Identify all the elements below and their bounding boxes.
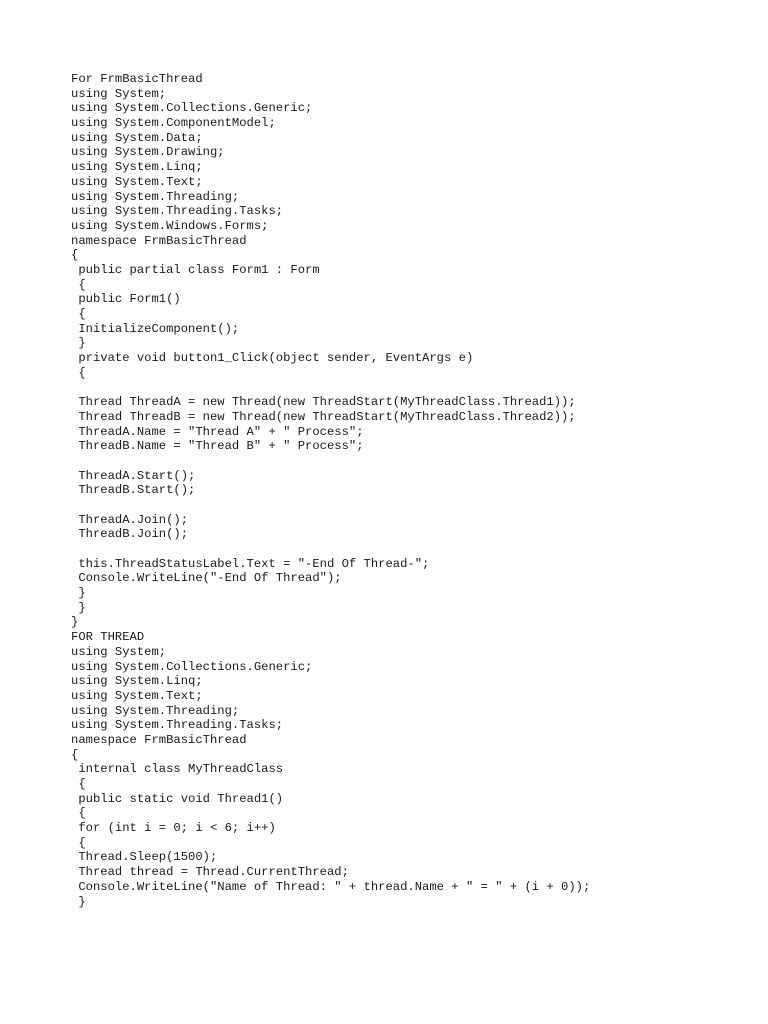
code-line: InitializeComponent();	[71, 321, 240, 336]
code-line: ThreadB.Name = "Thread B" + " Process";	[71, 439, 364, 454]
code-line: using System.Drawing;	[71, 145, 225, 160]
document-page	[71, 72, 751, 909]
code-line: using System.Text;	[71, 174, 203, 189]
code-line	[71, 542, 751, 557]
code-line: ThreadB.Join();	[71, 527, 189, 542]
code-line: Thread ThreadA = new Thread(new ThreadStart(MyThreadClass.Thread1));	[71, 395, 576, 410]
code-line: {	[71, 835, 86, 850]
code-line: for (int i = 0; i < 6; i++)	[71, 821, 276, 836]
code-line: ThreadA.Name = "Thread A" + " Process";	[71, 424, 364, 439]
code-line: ThreadA.Join();	[71, 512, 189, 527]
code-line: For FrmBasicThread	[71, 72, 203, 86]
code-line: {	[71, 806, 86, 821]
code-line	[71, 454, 751, 469]
code-line: }	[71, 586, 86, 601]
code-block	[71, 72, 751, 909]
code-line: {	[71, 777, 86, 791]
code-line: using System.Linq;	[71, 674, 203, 689]
code-line: ThreadA.Start();	[71, 468, 196, 483]
code-line: Thread.Sleep(1500);	[71, 850, 218, 865]
code-line: using System.Threading;	[71, 703, 240, 718]
code-line: {	[71, 307, 86, 321]
code-line: }	[71, 615, 79, 630]
code-line: using System.Text;	[71, 688, 203, 703]
code-line: }	[71, 336, 86, 351]
code-line: ThreadB.Start();	[71, 483, 196, 498]
code-line: Console.WriteLine("-End Of Thread");	[71, 571, 342, 586]
code-line: public static void Thread1()	[71, 791, 284, 806]
code-line: using System.Windows.Forms;	[71, 218, 269, 233]
code-line: }	[71, 894, 86, 909]
code-line: using System.Collections.Generic;	[71, 659, 313, 674]
code-line: FOR THREAD	[71, 630, 145, 645]
code-line: }	[71, 600, 86, 615]
code-line: Console.WriteLine("Name of Thread: " + thread.Name + " = " + (i + 0));	[71, 879, 591, 894]
code-line: using System.Collections.Generic;	[71, 101, 313, 116]
code-line: using System.Threading.Tasks;	[71, 204, 284, 219]
code-line: {	[71, 365, 86, 380]
code-line	[71, 380, 751, 395]
code-line: using System.ComponentModel;	[71, 116, 276, 131]
code-line: using System.Data;	[71, 130, 203, 145]
code-line: this.ThreadStatusLabel.Text = "-End Of Thread-";	[71, 556, 430, 571]
code-line: Thread ThreadB = new Thread(new ThreadStart(MyThreadClass.Thread2));	[71, 409, 576, 424]
code-line: using System;	[71, 86, 167, 101]
code-line: {	[71, 747, 79, 762]
code-line: namespace FrmBasicThread	[71, 732, 247, 747]
code-line: public partial class Form1 : Form	[71, 262, 320, 277]
code-line: using System.Linq;	[71, 160, 203, 175]
code-line: private void button1_Click(object sender, EventArgs e)	[71, 351, 474, 366]
code-line: {	[71, 248, 79, 263]
code-line: Thread thread = Thread.CurrentThread;	[71, 865, 349, 880]
code-line	[71, 498, 751, 513]
code-line: namespace FrmBasicThread	[71, 233, 247, 248]
code-line: {	[71, 277, 86, 292]
code-line: using System.Threading;	[71, 189, 240, 204]
code-line: using System;	[71, 644, 167, 659]
code-line: using System.Threading.Tasks;	[71, 718, 284, 733]
code-line: internal class MyThreadClass	[71, 762, 284, 777]
code-line: public Form1()	[71, 292, 181, 307]
